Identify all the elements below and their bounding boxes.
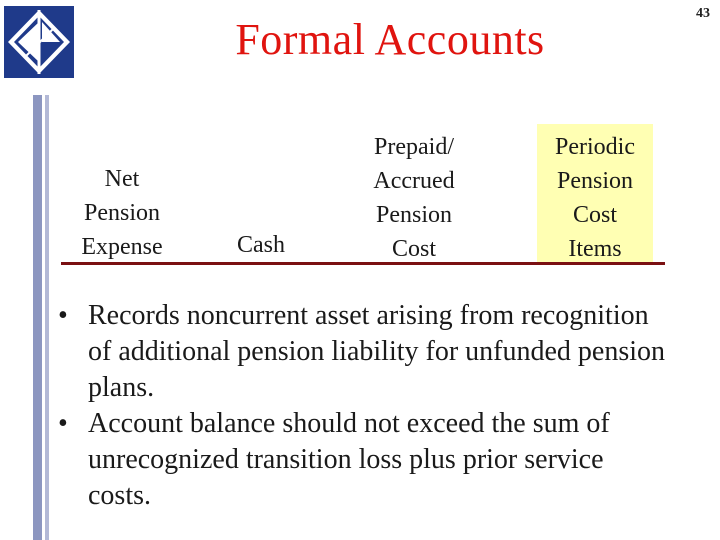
account-header-rule	[61, 262, 665, 265]
page-number: 43	[696, 6, 710, 21]
account-periodic-items: Periodic Pension Cost Items	[537, 124, 653, 264]
account-net-pension-expense: Net Pension Expense	[81, 166, 163, 260]
list-item	[58, 298, 668, 406]
account-cash: Cash	[237, 232, 285, 258]
page-title: Formal Accounts	[235, 15, 545, 64]
bullet-text: Records noncurrent asset arising from recognition of additional pension liability for unfunded pension plans.	[88, 300, 666, 403]
left-accent-bar-thin	[45, 95, 49, 540]
bullet-dot: •	[58, 408, 68, 439]
bullet-text: Account balance should not exceed the sum of unrecognized transition loss plus prior service costs.	[88, 408, 610, 511]
account-prepaid-accrued: Prepaid/ Accrued Pension Cost	[373, 134, 455, 262]
list-item	[58, 406, 668, 514]
bullet-list	[58, 298, 668, 514]
left-accent-bar	[33, 95, 42, 540]
bullet-dot: •	[58, 300, 68, 331]
